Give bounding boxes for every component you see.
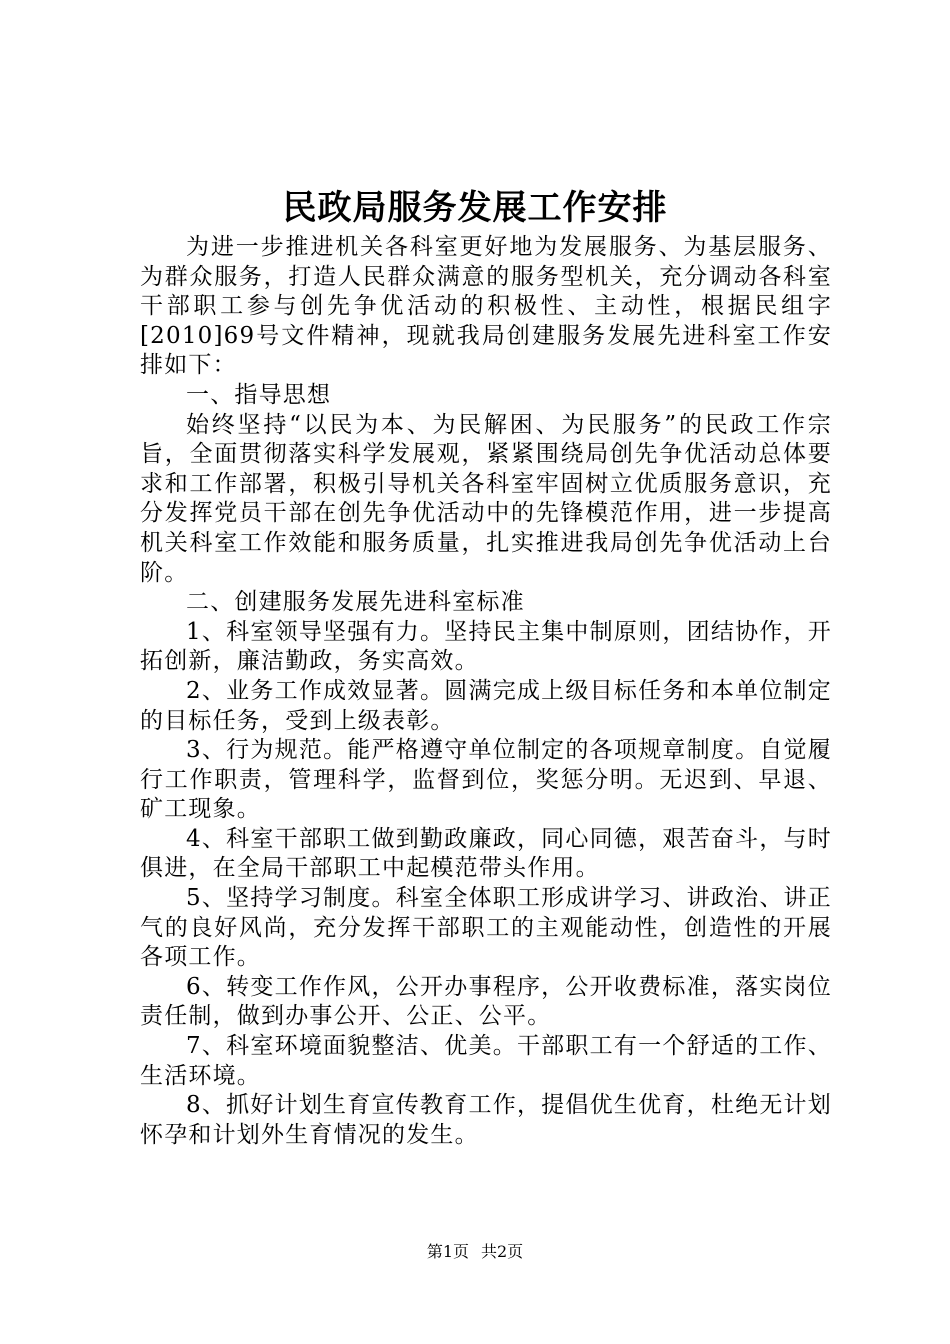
guiding-ideology-paragraph: 始终坚持“以民为本、为民解困、为民服务”的民政工作宗旨，全面贯彻落实科学发展观，紧紧围绕局创先争优活动总体要求和工作部署，积极引导机关各科室牢固树立优质服务意识，充分发挥党员干部在创先争优活动中的先锋模范作用，进一步提高机关科室工作效能和服务质量，扎实推进我局创先争优活动上台阶。 xyxy=(140,411,832,586)
document-title: 民政局服务发展工作安排 xyxy=(282,188,668,228)
standard-item: 2、业务工作成效显著。圆满完成上级目标任务和本单位制定的目标任务，受到上级表彰。 xyxy=(140,677,832,734)
standard-item: 1、科室领导坚强有力。坚持民主集中制原则，团结协作，开拓创新，廉洁勤政，务实高效。 xyxy=(140,618,832,675)
page-footer xyxy=(0,1242,950,1262)
intro-paragraph: 为进一步推进机关各科室更好地为发展服务、为基层服务、为群众服务，打造人民群众满意的服务型机关，充分调动各科室干部职工参与创先争优活动的积极性、主动性，根据民组字[2010]69号文件精神，现就我局创建服务发展先进科室工作安排如下： xyxy=(140,234,832,379)
standard-item: 6、转变工作作风，公开办事程序，公开收费标准，落实岗位责任制，做到办事公开、公正、公平。 xyxy=(140,973,832,1030)
document-body xyxy=(140,233,832,1150)
standard-item: 3、行为规范。能严格遵守单位制定的各项规章制度。自觉履行工作职责，管理科学，监督到位，奖惩分明。无迟到、早退、矿工现象。 xyxy=(140,737,832,823)
standard-item: 5、坚持学习制度。科室全体职工形成讲学习、讲政治、讲正气的良好风尚，充分发挥干部职工的主观能动性，创造性的开展各项工作。 xyxy=(140,885,832,971)
section-heading-guiding-ideology: 一、指导思想 xyxy=(186,381,332,408)
section-heading-standards: 二、创建服务发展先进科室标准 xyxy=(186,589,525,616)
page-total: 共2页 xyxy=(481,1242,524,1261)
standard-item: 7、科室环境面貌整洁、优美。干部职工有一个舒适的工作、生活环境。 xyxy=(140,1033,832,1089)
standard-item: 4、科室干部职工做到勤政廉政，同心同德，艰苦奋斗，与时俱进，在全局干部职工中起模范带头作用。 xyxy=(140,825,832,882)
standard-item: 8、抓好计划生育宣传教育工作，提倡优生优育，杜绝无计划怀孕和计划外生育情况的发生。 xyxy=(140,1092,832,1148)
page-number: 第1页 xyxy=(426,1242,469,1261)
